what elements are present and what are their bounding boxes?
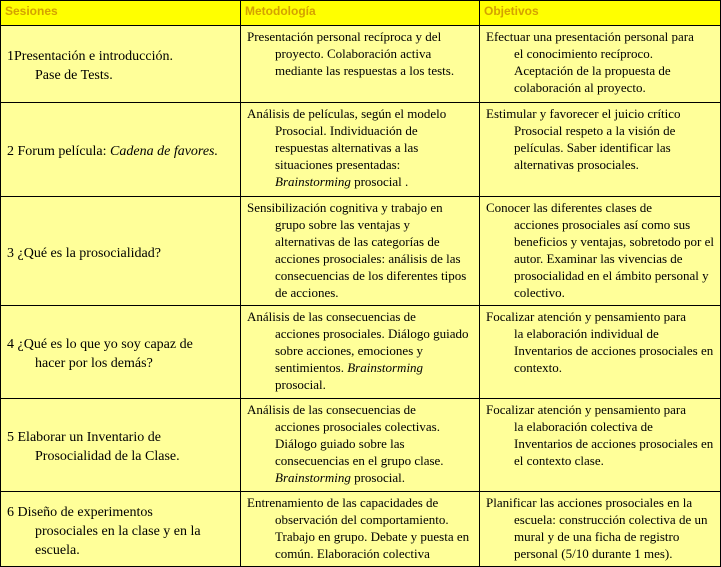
table-row (1, 306, 721, 399)
objective-text-cont: escuela: construcción colectiva de un mural y de una ficha de registro personal (5/10 durante 1 mes). (514, 512, 708, 561)
method-cell (241, 306, 480, 399)
method-text: Entrenamiento de las capacidades de (247, 495, 439, 510)
method-cell (241, 197, 480, 306)
method-text-body: acciones prosociales colectivas. Diálogo guiado sobre las consecuencias en el grupo clase. (275, 419, 444, 468)
objective-text: Efectuar una presentación personal para (486, 29, 694, 44)
session-title-cont: prosociales en la clase y en la escuela. (35, 523, 201, 558)
session-movie-title: Cadena de favores. (110, 144, 219, 159)
header-objetivos: Objetivos (480, 1, 721, 26)
objective-text-cont: la elaboración colectiva de Inventarios de acciones prosociales en el contexto clase. (514, 419, 714, 468)
method-text-cont (247, 418, 473, 486)
table-row (1, 103, 721, 197)
header-sesiones: Sesiones (1, 1, 241, 26)
session-title-cont: Prosocialidad de la Clase. (35, 449, 180, 464)
header-row (1, 1, 721, 26)
method-cell (241, 399, 480, 492)
objective-text-cont: el conocimiento recíproco. Aceptación de la propuesta de colaboración al proyecto. (514, 46, 671, 95)
session-number: 2 Forum película: (7, 144, 111, 159)
table-row (1, 26, 721, 103)
session-cell (1, 26, 241, 103)
session-title-cont: hacer por los demás? (35, 356, 153, 371)
method-text: Análisis de las consecuencias de (247, 402, 416, 417)
method-text-body: acciones prosociales. Diálogo guiado sobre acciones, emociones y sentimientos. (275, 326, 469, 375)
session-title: 1Presentación e introducción. (7, 49, 174, 64)
session-cell (1, 492, 241, 567)
method-text: Análisis de películas, según el modelo (247, 106, 447, 121)
session-title-cont: Pase de Tests. (35, 68, 113, 83)
objective-text-cont: la elaboración individual de Inventarios de acciones prosociales en contexto. (514, 326, 714, 375)
method-text-body: Prosocial. Individuación de respuestas alternativas a las situaciones presentadas: (275, 123, 419, 172)
method-italic: Brainstorming (275, 470, 351, 485)
method-tail: prosocial . (350, 174, 409, 189)
table-row (1, 492, 721, 567)
table-row (1, 399, 721, 492)
method-text-cont: grupo sobre las ventajas y alternativas de las categorías de acciones prosociales: análisis de las consecuencias de los diferentes tipos de acciones. (275, 217, 467, 300)
objective-text: Conocer las diferentes clases de (486, 200, 653, 215)
method-text-cont: observación del comportamiento. Trabajo en grupo. Debate y puesta en común. Elaboración colectiva (275, 512, 470, 561)
method-italic: Brainstorming (275, 174, 351, 189)
objective-text-cont: Prosocial respeto a la visión de películas. Saber identificar las alternativas prosociales. (514, 123, 676, 172)
header-metodologia: Metodología (241, 1, 480, 26)
method-cell (241, 26, 480, 103)
session-title: 6 Diseño de experimentos (7, 504, 153, 520)
objective-text: Focalizar atención y pensamiento para (486, 402, 686, 417)
objective-cell (480, 399, 721, 492)
objective-text: Planificar las acciones prosociales en la (486, 495, 693, 510)
session-title: 5 Elaborar un Inventario de (7, 430, 161, 445)
objective-cell (480, 492, 721, 567)
method-tail: prosocial. (350, 470, 405, 485)
method-italic: Brainstorming (347, 360, 424, 375)
session-cell (1, 103, 241, 197)
session-title: 3 ¿Qué es la prosocialidad? (7, 245, 161, 261)
session-cell (1, 306, 241, 399)
objective-text-cont: acciones prosociales así como sus beneficios y ventajas, sobretodo por el autor. Examinar las vivencias de prosocialidad en el ámbito personal y colectivo. (514, 217, 714, 300)
objective-text: Estimular y favorecer el juicio crítico (486, 106, 681, 121)
table-row (1, 197, 721, 306)
session-cell (1, 399, 241, 492)
method-text: Sensibilización cognitiva y trabajo en (247, 200, 443, 215)
method-text-cont: proyecto. Colaboración activa mediante las respuestas a los tests. (275, 46, 455, 78)
session-title: 4 ¿Qué es lo que yo soy capaz de (7, 337, 193, 352)
objective-cell (480, 103, 721, 197)
objective-cell (480, 26, 721, 103)
session-cell (1, 197, 241, 306)
method-tail: prosocial. (275, 377, 326, 392)
objective-cell (480, 197, 721, 306)
objective-text: Focalizar atención y pensamiento para (486, 309, 686, 324)
objective-cell (480, 306, 721, 399)
method-cell (241, 492, 480, 567)
method-cell (241, 103, 480, 197)
method-text-cont (247, 325, 473, 393)
method-text: Análisis de las consecuencias de (247, 309, 416, 324)
method-text-cont (247, 122, 473, 190)
method-text: Presentación personal recíproca y del (247, 29, 442, 44)
